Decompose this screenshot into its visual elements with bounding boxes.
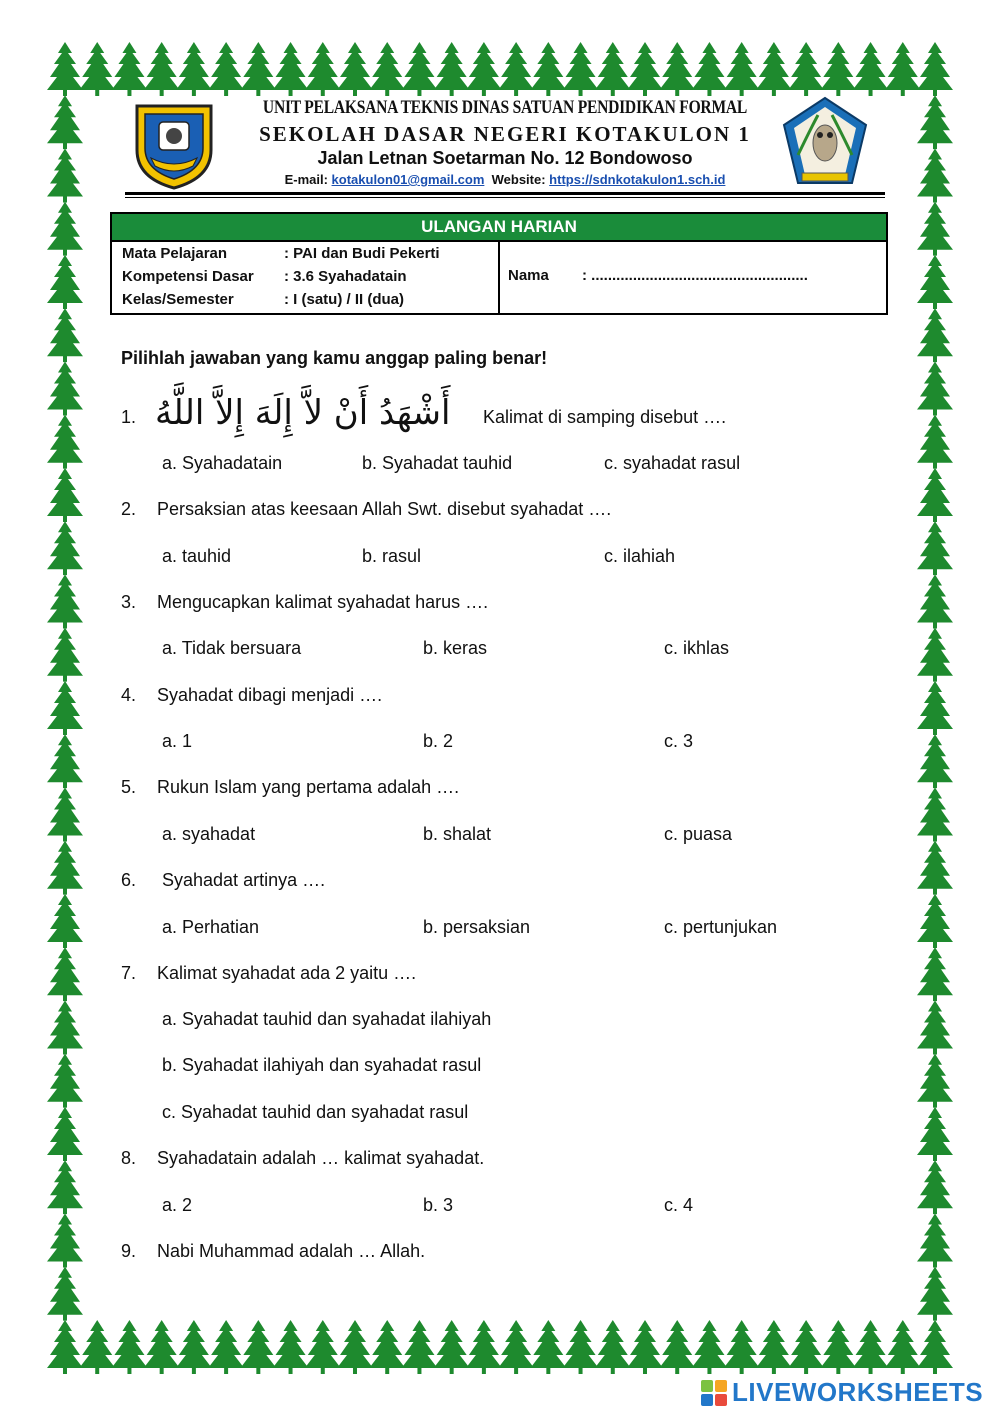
option-c[interactable]: c. Syahadat tauhid dan syahadat rasul — [162, 1102, 469, 1122]
tree-icon — [917, 1001, 953, 1055]
exam-info-table — [110, 212, 888, 315]
school-letterhead — [125, 95, 885, 195]
tree-icon — [627, 1320, 663, 1374]
tree-icon — [530, 1320, 566, 1374]
tree-icon — [466, 1320, 502, 1374]
tree-icon — [917, 1214, 953, 1268]
tree-icon — [47, 202, 83, 256]
option-a[interactable]: a. Tidak bersuara — [162, 638, 302, 658]
tree-icon — [917, 681, 953, 735]
question-7: 7. Kalimat syahadat ada 2 yaitu …. — [121, 963, 417, 983]
question-1: 1. — [121, 407, 137, 427]
tree-icon — [917, 521, 953, 575]
liveworksheets-logo-icon — [700, 1379, 728, 1407]
tree-icon — [111, 1320, 147, 1374]
tree-icon — [659, 42, 695, 96]
option-c[interactable]: c. ilahiah — [604, 546, 676, 566]
tree-icon — [595, 1320, 631, 1374]
question-4: 4. Syahadat dibagi menjadi …. — [121, 685, 383, 705]
tree-icon — [853, 1320, 889, 1374]
option-b[interactable]: b. shalat — [423, 824, 492, 844]
tree-icon — [337, 1320, 373, 1374]
tree-icon — [788, 1320, 824, 1374]
tree-icon — [47, 1214, 83, 1268]
tree-icon — [273, 1320, 309, 1374]
tree-icon — [47, 1160, 83, 1214]
tree-icon — [47, 149, 83, 203]
option-a[interactable]: a. 1 — [162, 731, 193, 751]
school-owl-logo — [780, 95, 870, 190]
tree-icon — [917, 255, 953, 309]
option-a[interactable]: a. Perhatian — [162, 917, 260, 937]
option-a[interactable]: a. 2 — [162, 1195, 193, 1215]
option-b[interactable]: b. Syahadat ilahiyah dan syahadat rasul — [162, 1055, 482, 1075]
tree-icon — [917, 788, 953, 842]
tree-icon — [47, 1001, 83, 1055]
tree-icon — [208, 1320, 244, 1374]
tree-icon — [401, 42, 437, 96]
tree-icon — [47, 1107, 83, 1161]
tree-icon — [885, 1320, 921, 1374]
tree-icon — [659, 1320, 695, 1374]
tree-icon — [305, 42, 341, 96]
tree-icon — [917, 149, 953, 203]
tree-icon — [885, 42, 921, 96]
tree-icon — [47, 1267, 83, 1321]
question-9: 9. Nabi Muhammad adalah … Allah. — [121, 1241, 426, 1261]
option-b[interactable]: b. 2 — [423, 731, 454, 751]
tree-icon — [111, 42, 147, 96]
tree-icon — [917, 308, 953, 362]
instruction-text: Pilihlah jawaban yang kamu anggap paling benar! — [121, 348, 548, 368]
tree-icon — [47, 628, 83, 682]
arabic-shahada: أَشْهَدُ أَنْ لاَّ إِلَهَ إِلاَّ اللَّهُ — [155, 393, 451, 433]
tree-icon — [563, 1320, 599, 1374]
name-label: Nama — [508, 267, 549, 284]
tree-icon — [47, 308, 83, 362]
tree-icon — [853, 42, 889, 96]
tree-icon — [47, 788, 83, 842]
tree-icon — [47, 1054, 83, 1108]
tree-icon — [434, 42, 470, 96]
tree-icon — [498, 1320, 534, 1374]
tree-icon — [47, 468, 83, 522]
option-c[interactable]: c. 3 — [664, 731, 694, 751]
option-c[interactable]: c. pertunjukan — [664, 917, 778, 937]
tree-icon — [917, 1320, 953, 1374]
tree-icon — [47, 841, 83, 895]
tree-icon — [240, 42, 276, 96]
exam-details — [112, 242, 500, 313]
option-b[interactable]: b. keras — [423, 638, 488, 658]
tree-icon — [917, 894, 953, 948]
tree-icon — [917, 42, 953, 96]
tree-icon — [498, 42, 534, 96]
tree-icon — [917, 1107, 953, 1161]
tree-icon — [917, 202, 953, 256]
tree-icon — [144, 42, 180, 96]
tree-icon — [917, 468, 953, 522]
option-a[interactable]: a. Syahadatain — [162, 453, 283, 473]
tree-icon — [273, 42, 309, 96]
tree-icon — [788, 42, 824, 96]
tree-icon — [756, 42, 792, 96]
question-3: 3. Mengucapkan kalimat syahadat harus …. — [121, 592, 489, 612]
tree-icon — [434, 1320, 470, 1374]
email-link[interactable]: kotakulon01@gmail.com — [331, 172, 485, 187]
tree-icon — [47, 42, 83, 96]
tree-icon — [917, 628, 953, 682]
question-6: 6. Syahadat artinya …. — [121, 870, 326, 890]
tree-icon — [917, 734, 953, 788]
school-name: SEKOLAH DASAR NEGERI KOTAKULON 1 — [259, 122, 751, 146]
tree-icon — [369, 42, 405, 96]
question-5: 5. Rukun Islam yang pertama adalah …. — [121, 777, 460, 797]
tree-icon — [627, 42, 663, 96]
header-line-1: UNIT PELAKSANA TEKNIS DINAS SATUAN PENDIDIKAN FORMAL — [262, 97, 748, 118]
question-1-text: Kalimat di samping disebut …. — [483, 407, 727, 427]
tree-icon — [47, 255, 83, 309]
tree-icon — [47, 734, 83, 788]
website-label: Website: — [491, 172, 546, 187]
tree-icon — [305, 1320, 341, 1374]
tree-icon — [820, 42, 856, 96]
liveworksheets-label: LIVEWORKSHEETS — [732, 1377, 984, 1407]
tree-icon — [47, 681, 83, 735]
tree-icon — [917, 1160, 953, 1214]
option-c[interactable]: c. syahadat rasul — [604, 453, 741, 473]
tree-icon — [724, 1320, 760, 1374]
tree-icon — [917, 841, 953, 895]
tree-icon — [47, 894, 83, 948]
header-rule-thick — [125, 192, 885, 195]
tree-icon — [917, 95, 953, 149]
tree-icon — [47, 415, 83, 469]
header-rule-thin — [125, 197, 885, 198]
tree-icon — [47, 947, 83, 1001]
option-b[interactable]: b. rasul — [362, 546, 422, 566]
option-c[interactable]: c. ikhlas — [664, 638, 730, 658]
contact-line — [125, 172, 885, 187]
class-row: Kelas/Semester : I (satu) / II (dua) — [122, 291, 404, 308]
option-b[interactable]: b. Syahadat tauhid — [362, 453, 513, 473]
exam-title: ULANGAN HARIAN — [112, 214, 886, 242]
tree-icon — [79, 1320, 115, 1374]
tree-icon — [47, 362, 83, 416]
tree-icon — [563, 42, 599, 96]
tree-icon — [917, 415, 953, 469]
tree-icon — [208, 42, 244, 96]
tree-icon — [144, 1320, 180, 1374]
name-field[interactable] — [508, 267, 808, 284]
tree-icon — [691, 42, 727, 96]
tree-icon — [466, 42, 502, 96]
email-label: E-mail: — [284, 172, 328, 187]
tree-icon — [240, 1320, 276, 1374]
tree-icon — [595, 42, 631, 96]
tree-icon — [917, 362, 953, 416]
tree-icon — [820, 1320, 856, 1374]
tree-icon — [369, 1320, 405, 1374]
school-address: Jalan Letnan Soetarman No. 12 Bondowoso — [317, 148, 693, 168]
option-b[interactable]: b. 3 — [423, 1195, 454, 1215]
question-2: 2. Persaksian atas keesaan Allah Swt. disebut syahadat …. — [121, 499, 612, 519]
tree-icon — [176, 1320, 212, 1374]
website-link[interactable]: https://sdnkotakulon1.sch.id — [549, 172, 726, 187]
option-a[interactable]: a. tauhid — [162, 546, 232, 566]
option-a[interactable]: a. syahadat — [162, 824, 256, 844]
question-8: 8. Syahadatain adalah … kalimat syahadat. — [121, 1148, 485, 1168]
tree-icon — [756, 1320, 792, 1374]
tree-icon — [917, 1267, 953, 1321]
option-a[interactable]: a. Syahadat tauhid dan syahadat ilahiyah — [162, 1009, 492, 1029]
tree-icon — [724, 42, 760, 96]
name-blank: : .................................................... — [582, 267, 808, 284]
option-c[interactable]: c. 4 — [664, 1195, 694, 1215]
option-b[interactable]: b. persaksian — [423, 917, 531, 937]
tree-icon — [176, 42, 212, 96]
subject-row: Mata Pelajaran : PAI dan Budi Pekerti — [122, 245, 440, 262]
tree-icon — [917, 575, 953, 629]
tree-icon — [917, 947, 953, 1001]
tree-icon — [401, 1320, 437, 1374]
tree-icon — [337, 42, 373, 96]
tree-icon — [530, 42, 566, 96]
tree-icon — [47, 1320, 83, 1374]
tree-icon — [79, 42, 115, 96]
tree-icon — [917, 1054, 953, 1108]
tree-icon — [47, 95, 83, 149]
tree-icon — [47, 521, 83, 575]
competency-row: Kompetensi Dasar : 3.6 Syahadatain — [122, 268, 407, 285]
option-c[interactable]: c. puasa — [664, 824, 733, 844]
tree-icon — [691, 1320, 727, 1374]
tree-icon — [47, 575, 83, 629]
